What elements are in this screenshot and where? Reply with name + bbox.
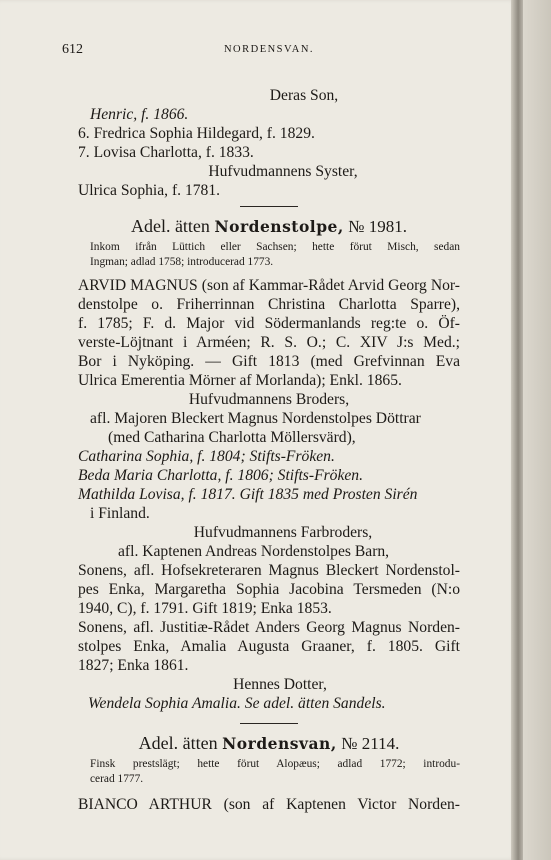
text-line: i Finland.: [90, 505, 150, 522]
entry-block-nordenstolpe: [78, 276, 460, 713]
page-gutter-shadow: [511, 0, 523, 860]
text-line: Henric, f. 1866.: [90, 106, 189, 123]
text-line: denstolpe o. Friherrinnan Christina Charlotta Sparre),: [78, 296, 460, 313]
text-line: Mathilda Lovisa, f. 1817. Gift 1835 med Prosten Sirén: [78, 486, 418, 503]
family-heading-nordenstolpe: [78, 213, 460, 240]
text-line: 7. Lovisa Charlotta, f. 1833.: [78, 144, 254, 161]
page-number: 612: [62, 42, 83, 57]
text-line: Bor i Nyköping. — Gift 1813 (med Grefvinnan Eva: [78, 353, 460, 370]
text-line: 1940, C), f. 1791. Gift 1819; Enka 1853.: [78, 600, 332, 617]
note-line: Finsk prestslägt; hette förut Alopæus; adlad 1772; introdu-: [90, 758, 460, 770]
text-line: ARVID MAGNUS (son af Kammar-Rådet Arvid Georg Nor-: [78, 277, 460, 294]
heading-prefix: Adel. ätten: [138, 733, 218, 753]
family-number: № 1981.: [348, 217, 408, 236]
text-line: stolpes Enka, Amalia Augusta Graaner, f. 1805. Gift: [78, 638, 460, 655]
note-line: cerad 1777.: [90, 773, 144, 785]
text-line: pes Enka, Margaretha Sophia Jacobina Tersmeden (N:o: [78, 581, 460, 598]
text-line: verste-Löjtnant i Arméen; R. S. O.; C. XIV J:s Med.;: [78, 334, 460, 351]
text-line: Ulrica Emerentia Mörner af Morlanda); Enkl. 1865.: [78, 372, 402, 389]
text-line: f. 1785; F. d. Major vid Södermanlands reg:te o. Öf-: [78, 315, 460, 332]
text-line: (med Catharina Charlotta Möllersvärd),: [108, 429, 356, 446]
text-line: afl. Kaptenen Andreas Nordenstolpes Barn,: [118, 543, 390, 560]
text-line: Hennes Dotter,: [233, 676, 327, 693]
text-line: Ulrica Sophia, f. 1781.: [78, 182, 221, 199]
text-line: Hufvudmannens Syster,: [208, 163, 358, 180]
next-page-edge: [523, 0, 551, 860]
entry-block-nordensvan: [78, 795, 460, 814]
family-name: Nordensvan,: [222, 734, 337, 753]
text-line: Sonens, afl. Hofsekreteraren Magnus Bleckert Nordenstol-: [78, 562, 460, 579]
text-line: Hufvudmannens Broders,: [188, 391, 350, 408]
text-line: 6. Fredrica Sophia Hildegard, f. 1829.: [78, 125, 315, 142]
text-line: Beda Maria Charlotta, f. 1806; Stifts-Fröken.: [78, 467, 363, 484]
text-line: Deras Son,: [269, 87, 339, 104]
page-content: [62, 40, 460, 814]
note-line: Ingman; adlad 1758; introducerad 1773.: [90, 256, 274, 268]
note-line: Inkom ifrån Lüttich eller Sachsen; hette förut Misch, sedan: [90, 241, 460, 253]
family-note: [78, 757, 460, 787]
text-line: Hufvudmannens Farbroders,: [193, 524, 373, 541]
running-title: NORDENSVAN.: [223, 44, 315, 55]
text-line: Sonens, afl. Justitiæ-Rådet Anders Georg Magnus Norden-: [78, 619, 460, 636]
text-line: 1827; Enka 1861.: [78, 657, 189, 674]
divider-rule: [240, 206, 298, 207]
divider-rule: [240, 723, 298, 724]
family-number: № 2114.: [341, 734, 400, 753]
text-line: BIANCO ARTHUR (son af Kaptenen Victor Norden-: [78, 796, 460, 813]
entry-block-previous-family: [78, 86, 460, 200]
text-line: afl. Majoren Bleckert Magnus Nordenstolpes Döttrar: [90, 410, 421, 427]
text-line: Catharina Sophia, f. 1804; Stifts-Fröken.: [78, 448, 335, 465]
heading-prefix: Adel. ätten: [130, 216, 210, 236]
running-head: [62, 40, 460, 60]
family-name: Nordenstolpe,: [214, 217, 344, 236]
family-note: [78, 240, 460, 270]
text-line: Wendela Sophia Amalia. Se adel. ätten Sandels.: [88, 695, 386, 712]
family-heading-nordensvan: [78, 730, 460, 757]
